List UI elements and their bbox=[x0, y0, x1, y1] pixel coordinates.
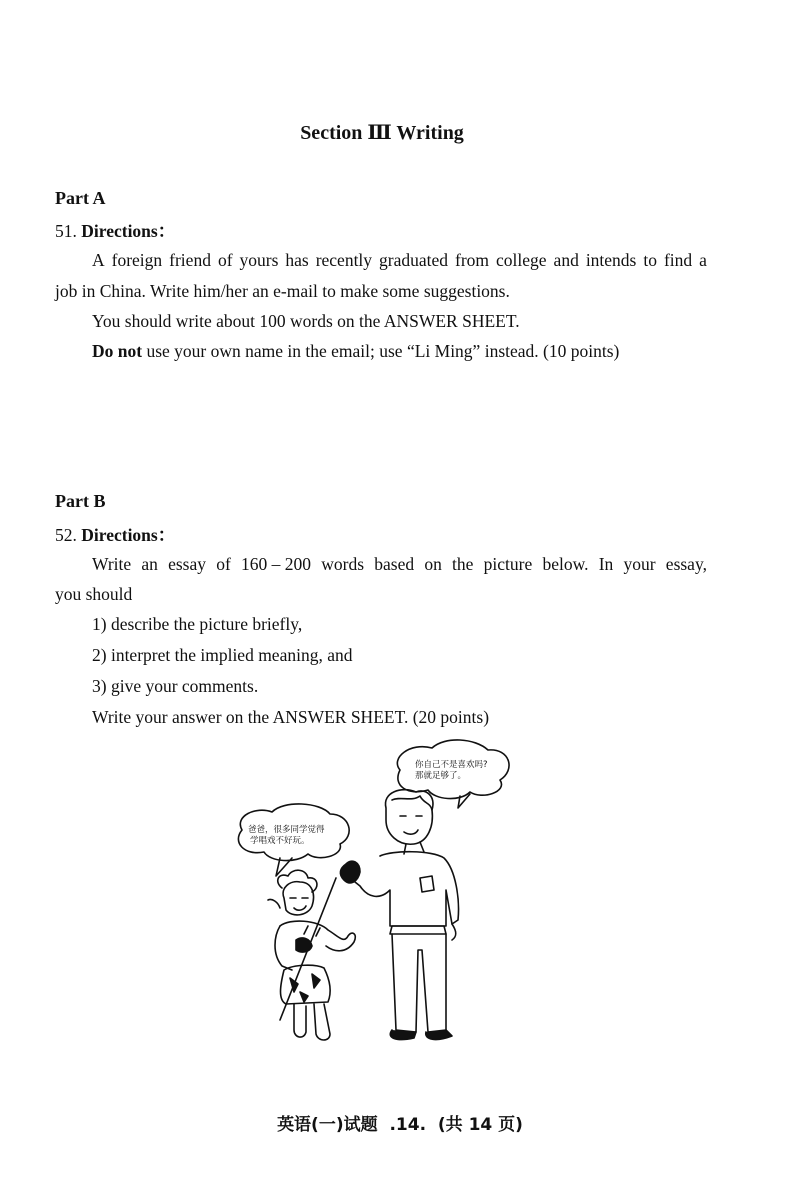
word: your bbox=[623, 554, 656, 574]
word: below. bbox=[542, 554, 589, 574]
word: an bbox=[141, 554, 158, 574]
word: recently bbox=[315, 250, 373, 270]
child-speech-line2: 学唱戏不好玩。 bbox=[250, 836, 310, 846]
father-speech-line1: 你自己不是喜欢吗? bbox=[415, 760, 488, 770]
question-number-51: 51. bbox=[55, 221, 77, 241]
word: find bbox=[663, 250, 693, 270]
part-a-para1-line2: job in China. Write him/her an e-mail to make some suggestions. bbox=[55, 281, 510, 301]
section-title: Section Ⅲ Writing bbox=[300, 122, 464, 144]
word: and bbox=[553, 250, 579, 270]
part-a-para3 bbox=[92, 341, 619, 362]
part-b-heading: Part B bbox=[55, 491, 106, 511]
word: intends bbox=[585, 250, 637, 270]
directions-colon: ： bbox=[157, 525, 176, 545]
word: of bbox=[216, 554, 231, 574]
part-a-directions bbox=[55, 218, 175, 243]
word: of bbox=[217, 250, 233, 270]
word: graduated bbox=[379, 250, 449, 270]
part-b-intro-line2: you should bbox=[55, 584, 133, 604]
father-figure bbox=[340, 790, 458, 1040]
question-number-52: 52. bbox=[55, 525, 77, 545]
word: essay, bbox=[665, 554, 707, 574]
cartoon-illustration bbox=[220, 730, 520, 1060]
word: college bbox=[496, 250, 547, 270]
footer-page-number: .14. bbox=[389, 1115, 427, 1135]
child-figure bbox=[268, 870, 355, 1040]
word: In bbox=[598, 554, 614, 574]
word: on bbox=[424, 554, 442, 574]
closing-instruction: Write your answer on the ANSWER SHEET. (20 points) bbox=[92, 707, 490, 727]
child-speech-line1: 爸爸，很多同学觉得 bbox=[248, 825, 325, 835]
part-a-para1-line1 bbox=[92, 250, 707, 271]
directions-label: Directions bbox=[81, 525, 158, 545]
list-item-2: 2) interpret the implied meaning, and bbox=[92, 645, 353, 665]
directions-label: Directions bbox=[81, 221, 158, 241]
part-a-heading: Part A bbox=[55, 188, 106, 208]
word: foreign bbox=[111, 250, 163, 270]
word: essay bbox=[168, 554, 207, 574]
footer-subject: 英语(一)试题 bbox=[277, 1115, 378, 1135]
footer-total-pages: (共 14 页) bbox=[437, 1115, 523, 1135]
father-speech-line2: 那就足够了。 bbox=[415, 771, 467, 781]
list-item-3: 3) give your comments. bbox=[92, 676, 259, 696]
word: yours bbox=[239, 250, 279, 270]
part-b-intro-line1 bbox=[92, 554, 707, 575]
word: a bbox=[699, 250, 707, 270]
part-a-para2: You should write about 100 words on the ANSWER SHEET. bbox=[92, 311, 520, 331]
do-not-emphasis: Do not bbox=[92, 341, 143, 361]
word: to bbox=[643, 250, 657, 270]
word: Write bbox=[92, 554, 132, 574]
list-item-1: 1) describe the picture briefly, bbox=[92, 614, 303, 634]
word: based bbox=[374, 554, 415, 574]
page-footer bbox=[0, 1110, 800, 1135]
word: picture bbox=[483, 554, 533, 574]
word: words bbox=[321, 554, 365, 574]
word: from bbox=[455, 250, 490, 270]
word: the bbox=[452, 554, 474, 574]
word: friend bbox=[169, 250, 211, 270]
word: 160 – 200 bbox=[241, 554, 312, 574]
directions-colon: ： bbox=[157, 221, 176, 241]
word: has bbox=[285, 250, 309, 270]
part-b-directions bbox=[55, 522, 175, 547]
para3-rest: use your own name in the email; use “Li Ming” instead. (10 points) bbox=[142, 341, 620, 361]
word: A bbox=[92, 250, 105, 270]
